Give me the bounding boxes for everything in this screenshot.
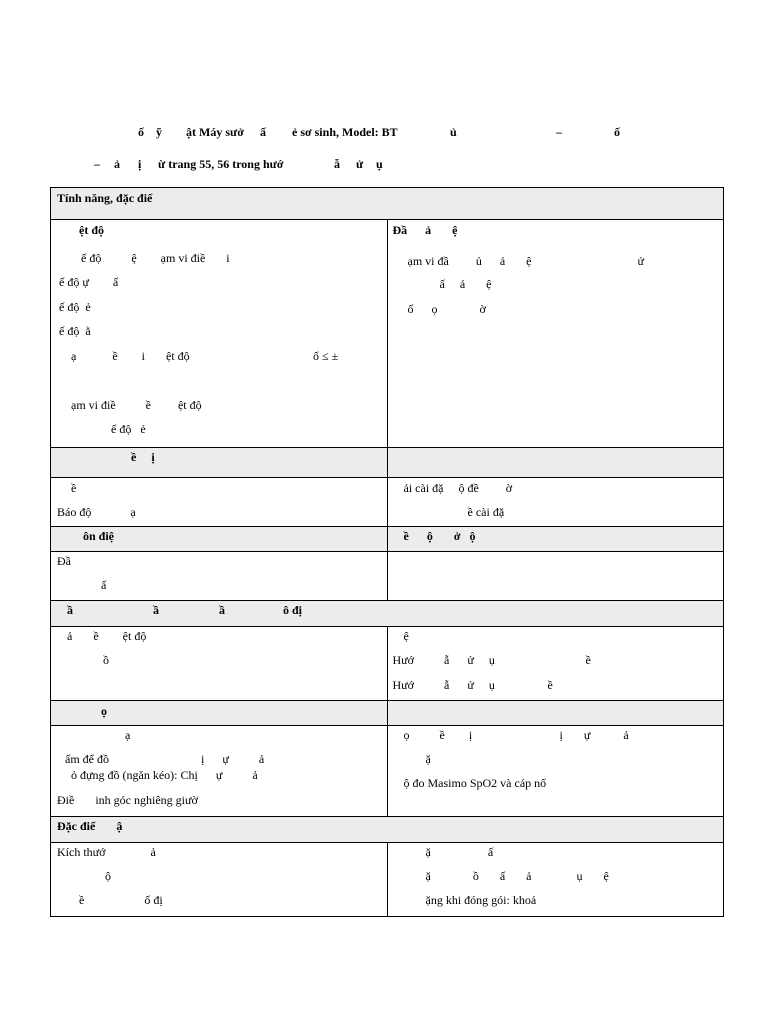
section-heading: ôn điệ <box>83 529 115 543</box>
temperature-heading: ệt độ <box>79 223 104 237</box>
cell-line: ị ự ả <box>559 728 629 742</box>
subtitle-fragment: ụ <box>376 157 383 171</box>
subtitle-fragment: ẫ <box>334 157 340 171</box>
cell-line: ế độ ệ ạm vi điề i <box>81 251 230 265</box>
table-cell <box>387 843 724 917</box>
cell-line: Đầ <box>57 554 71 568</box>
section-heading-cell <box>387 527 724 552</box>
title-fragment: ẻ sơ sinh, Model: BT <box>292 125 398 139</box>
title-fragment: ố <box>614 125 620 139</box>
cell-line: ấm để đồ <box>65 752 109 766</box>
cell-line: Hướ ẫ ử ụ <box>392 653 495 667</box>
subtitle-fragment: ả <box>114 157 120 171</box>
title-fragment: ố <box>138 125 144 139</box>
cell-line: ề <box>71 481 77 495</box>
cell-line: ạm vi đầ ủ ả ệ <box>407 254 532 268</box>
cell-line: ế độ ẻ <box>59 300 91 314</box>
cell-line: ề <box>547 678 553 692</box>
cell-line: ệ <box>403 629 409 643</box>
cell-line: ả ề ệt độ <box>67 629 147 643</box>
cell-line: ề <box>585 653 591 667</box>
subtitle-fragment: ừ trang 55, 56 trong hướ <box>158 157 284 171</box>
section-heading: Đặc điể ậ <box>57 819 123 833</box>
section-heading-cell <box>51 527 388 552</box>
section-heading: ề ộ ở ộ <box>403 529 476 543</box>
cell-line: ặ <box>425 752 431 766</box>
subtitle-fragment: ị <box>138 157 142 171</box>
cell-line: ề cài đặ <box>467 505 505 519</box>
section-heading-cell <box>51 448 388 478</box>
specification-table <box>50 187 724 917</box>
cell-line: ấ ả ệ <box>439 277 492 291</box>
cell-line: Kích thướ ả <box>57 845 156 859</box>
section-heading-cell <box>51 817 724 843</box>
sensor-heading: Đầ ả ệ <box>392 223 458 237</box>
section-heading-cell <box>51 601 724 627</box>
table-cell <box>387 627 724 701</box>
cell-line: ặ ấ <box>425 845 494 859</box>
cell-line: ề ố đị <box>79 893 163 907</box>
section-heading: ô đị <box>283 603 303 617</box>
title-fragment: ật Máy sưở <box>186 125 244 139</box>
cell-line: ạm vi điề ề ệt độ <box>71 398 202 412</box>
table-cell <box>51 552 388 601</box>
cell-line: ế độ ự ấ <box>59 275 119 289</box>
sensor-cell <box>387 220 724 448</box>
cell-line: ế độ ằ <box>59 324 91 338</box>
cell-line: ộ <box>105 869 111 883</box>
subtitle-fragment: ử <box>356 157 364 171</box>
section-heading-cell <box>387 448 724 478</box>
section-heading: ầ <box>219 603 225 617</box>
cell-line: ặ ồ ấ ả ụ ệ <box>425 869 609 883</box>
cell-line: ạ ề i ệt độ <box>71 349 190 363</box>
table-cell <box>387 552 724 601</box>
cell-line: ỏ đựng đồ (ngăn kéo): Chị ự ả <box>71 768 258 782</box>
cell-line: ặng khi đóng gói: khoả <box>425 893 537 907</box>
cell-line: ải cài đặ ộ đề ờ <box>403 481 513 495</box>
title-fragment: ấ <box>260 125 266 139</box>
section-heading-cell <box>387 701 724 726</box>
table-cell <box>51 726 388 817</box>
cell-line: ộ đo Masimo SpO2 và cáp nố <box>403 776 547 790</box>
section-heading-cell <box>51 701 388 726</box>
features-header: Tính năng, đặc điể <box>57 191 153 205</box>
table-cell <box>387 726 724 817</box>
cell-line: ố ọ ờ <box>407 302 486 316</box>
section-heading: ầ <box>67 603 73 617</box>
cell-line: ấ <box>101 578 107 592</box>
cell-line: ọ ề ị <box>403 728 473 742</box>
table-cell <box>51 627 388 701</box>
table-cell <box>51 478 388 527</box>
cell-line: ạ <box>125 728 131 742</box>
cell-line: ồ <box>103 653 109 667</box>
title-fragment: ủ <box>450 125 457 139</box>
cell-line: ế độ ẻ <box>111 422 146 436</box>
cell-line: Hướ ẫ ử ụ <box>392 678 495 692</box>
title-fragment: ỹ <box>156 125 162 139</box>
subtitle-fragment: – <box>94 157 100 171</box>
temperature-cell <box>51 220 388 448</box>
cell-line: Điề inh góc nghiêng giườ <box>57 793 198 807</box>
cell-line: ử <box>637 254 645 268</box>
features-header-row <box>51 188 724 220</box>
cell-line: ố ≤ ± <box>313 349 339 363</box>
cell-line: Báo độ ạ <box>57 505 136 519</box>
table-cell <box>387 478 724 527</box>
title-fragment: – <box>556 125 562 139</box>
table-cell <box>51 843 388 917</box>
cell-line: ị ự ả <box>201 752 265 766</box>
section-heading: ọ <box>101 704 107 718</box>
section-heading: ầ <box>153 603 159 617</box>
section-heading: ề ị <box>131 450 155 464</box>
